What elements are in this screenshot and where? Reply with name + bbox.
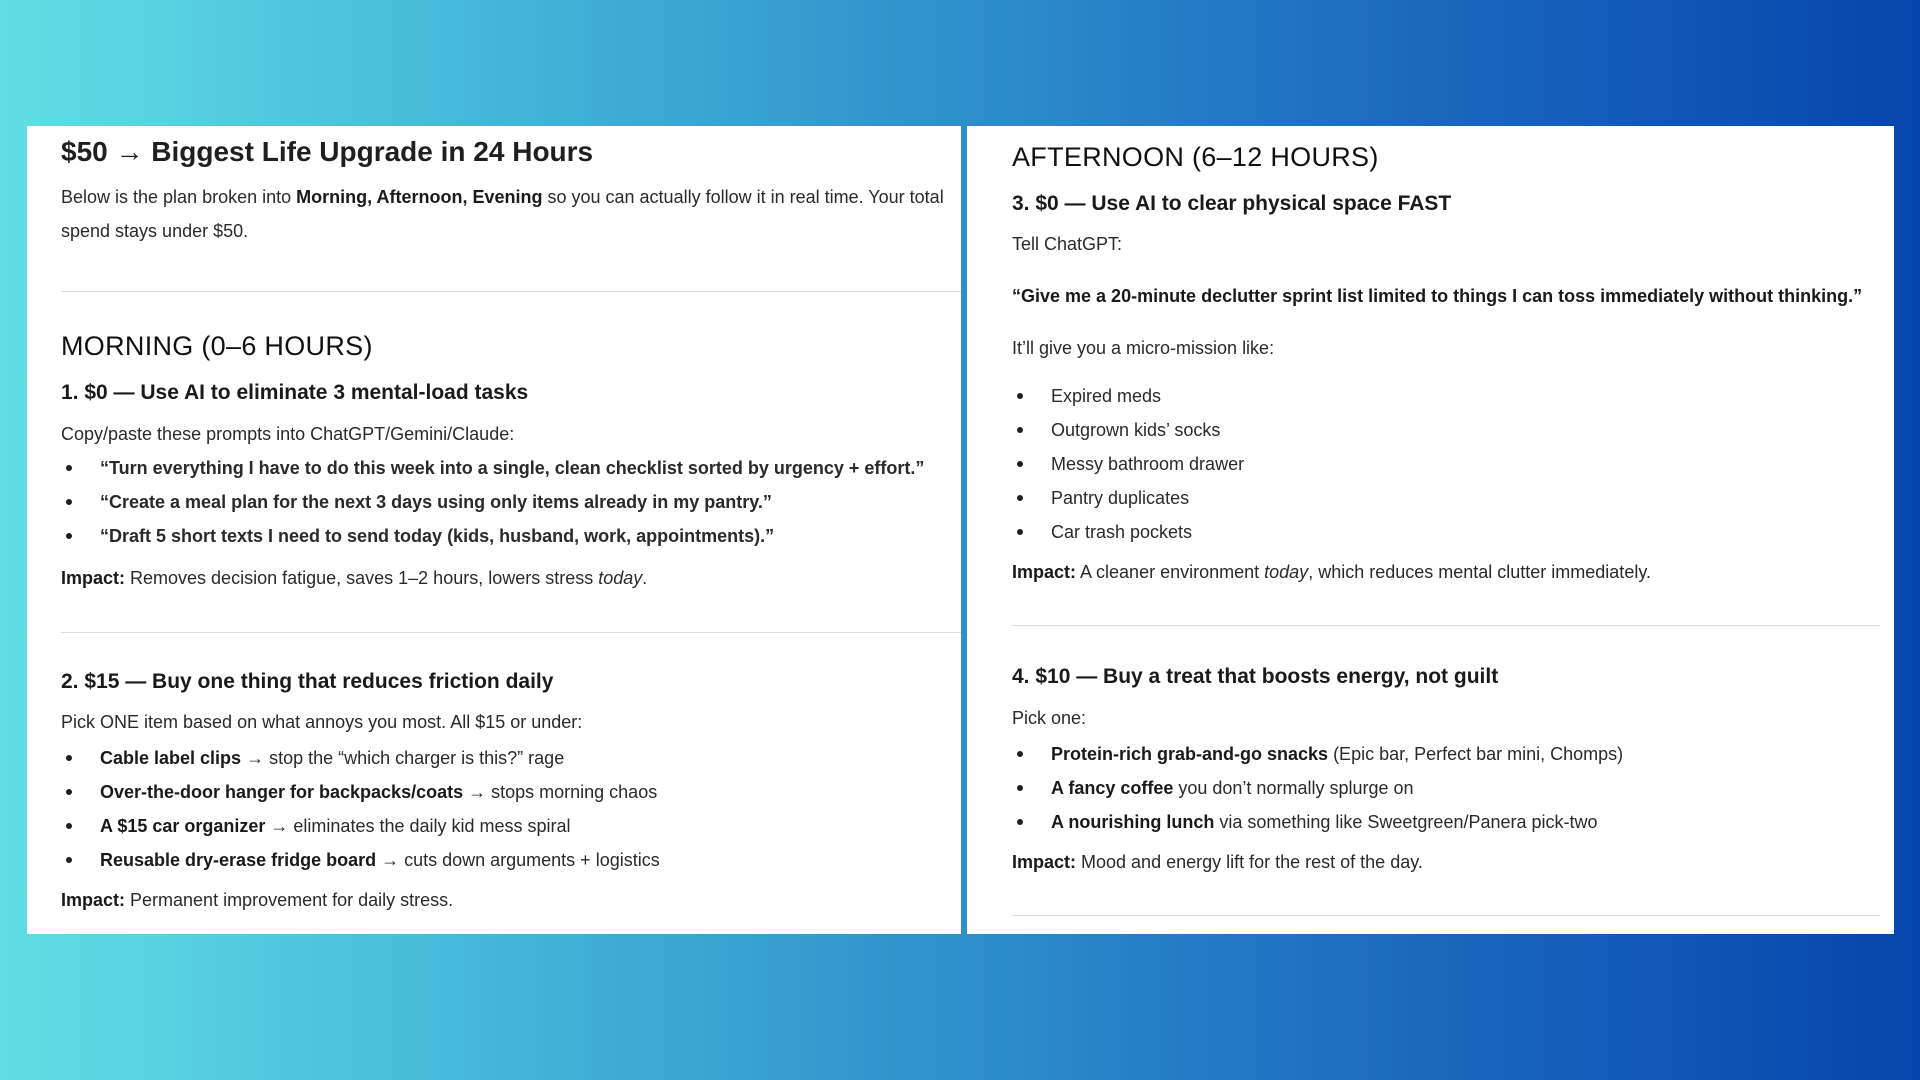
declutter-list (1012, 379, 1880, 549)
step-2-impact (61, 887, 951, 913)
step-1-impact (61, 565, 951, 591)
item-text: → stops morning chaos (463, 782, 658, 803)
impact-label: Impact: (61, 890, 126, 911)
item-text: (Epic bar, Perfect bar mini, Chomps) (1328, 743, 1624, 764)
divider (1012, 625, 1880, 626)
step-title-3: 3. $0 — Use AI to clear physical space FAST (1012, 192, 1452, 216)
intro-paragraph (61, 180, 951, 248)
item-bold: Cable label clips (100, 748, 242, 769)
list-item (61, 809, 951, 843)
product-list (61, 741, 951, 877)
impact-text: Mood and energy lift for the rest of the day. (1076, 851, 1423, 872)
impact-emphasis: today (598, 567, 643, 588)
divider (1012, 915, 1880, 916)
item-bold: A $15 car organizer (100, 816, 266, 837)
step-4-impact (1012, 849, 1880, 875)
impact-label: Impact: (61, 567, 126, 588)
right-document-panel (967, 126, 1894, 934)
intro-text: Below is the plan broken into (61, 187, 297, 208)
item-bold: Over-the-door hanger for backpacks/coats (100, 782, 464, 803)
list-item (61, 741, 951, 775)
list-item: Outgrown kids’ socks (1012, 413, 1880, 447)
impact-text: A cleaner environment (1076, 562, 1265, 583)
step-1-lead: Copy/paste these prompts into ChatGPT/Gemini/Claude: (61, 423, 515, 444)
declutter-prompt-quote: “Give me a 20-minute declutter sprint list limited to things I can toss immediately without thinking.” (1012, 286, 1863, 307)
item-text: you don’t normally splurge on (1173, 777, 1414, 798)
item-text: → eliminates the daily kid mess spiral (265, 816, 571, 837)
treat-list (1012, 737, 1880, 839)
divider (61, 291, 961, 292)
intro-bold: Morning, Afternoon, Evening (296, 187, 543, 208)
step-4-lead: Pick one: (1012, 707, 1087, 728)
list-item: Pantry duplicates (1012, 481, 1880, 515)
item-bold: Reusable dry-erase fridge board (100, 850, 377, 871)
list-item (1012, 771, 1880, 805)
step-3-lead-2: It’ll give you a micro-mission like: (1012, 338, 1275, 359)
list-item: Expired meds (1012, 379, 1880, 413)
impact-end: , which reduces mental clutter immediately. (1308, 562, 1651, 583)
step-3-impact (1012, 559, 1880, 585)
step-2-lead: Pick ONE item based on what annoys you most. All $15 or under: (61, 712, 583, 733)
item-text: → cuts down arguments + logistics (376, 850, 660, 871)
item-bold: Protein-rich grab-and-go snacks (1051, 743, 1329, 764)
document-title: $50 → Biggest Life Upgrade in 24 Hours (61, 136, 594, 167)
list-item: “Create a meal plan for the next 3 days using only items already in my pantry.” (61, 485, 951, 519)
list-item: “Draft 5 short texts I need to send today (kids, husband, work, appointments).” (61, 519, 951, 553)
list-item: Messy bathroom drawer (1012, 447, 1880, 481)
list-item (1012, 737, 1880, 771)
step-title-1: 1. $0 — Use AI to eliminate 3 mental-load tasks (61, 381, 529, 405)
left-document-panel (27, 126, 961, 934)
intro-text-end: so you can actually follow it in real time. Your total spend stays under $50. (61, 187, 944, 242)
section-title-afternoon: AFTERNOON (6–12 HOURS) (1012, 142, 1379, 172)
step-title-2: 2. $15 — Buy one thing that reduces friction daily (61, 669, 554, 693)
list-item: “Turn everything I have to do this week into a single, clean checklist sorted by urgency + effort.” (61, 451, 951, 485)
impact-text: Removes decision fatigue, saves 1–2 hours, lowers stress (125, 567, 599, 588)
list-item (61, 843, 951, 877)
impact-label: Impact: (1012, 851, 1077, 872)
item-bold: A fancy coffee (1051, 777, 1174, 798)
list-item: Car trash pockets (1012, 515, 1880, 549)
item-text: → stop the “which charger is this?” rage (241, 748, 565, 769)
item-bold: A nourishing lunch (1051, 811, 1215, 832)
list-item (61, 775, 951, 809)
step-3-lead: Tell ChatGPT: (1012, 234, 1123, 255)
step-title-4: 4. $10 — Buy a treat that boosts energy, not guilt (1012, 665, 1499, 689)
impact-end: . (642, 567, 648, 588)
impact-label: Impact: (1012, 562, 1077, 583)
divider (61, 632, 961, 633)
prompt-list (61, 451, 951, 553)
list-item (1012, 805, 1880, 839)
item-text: via something like Sweetgreen/Panera pick-two (1214, 811, 1598, 832)
section-title-morning: MORNING (0–6 HOURS) (61, 331, 373, 362)
impact-emphasis: today (1264, 562, 1309, 583)
impact-text: Permanent improvement for daily stress. (125, 890, 454, 911)
